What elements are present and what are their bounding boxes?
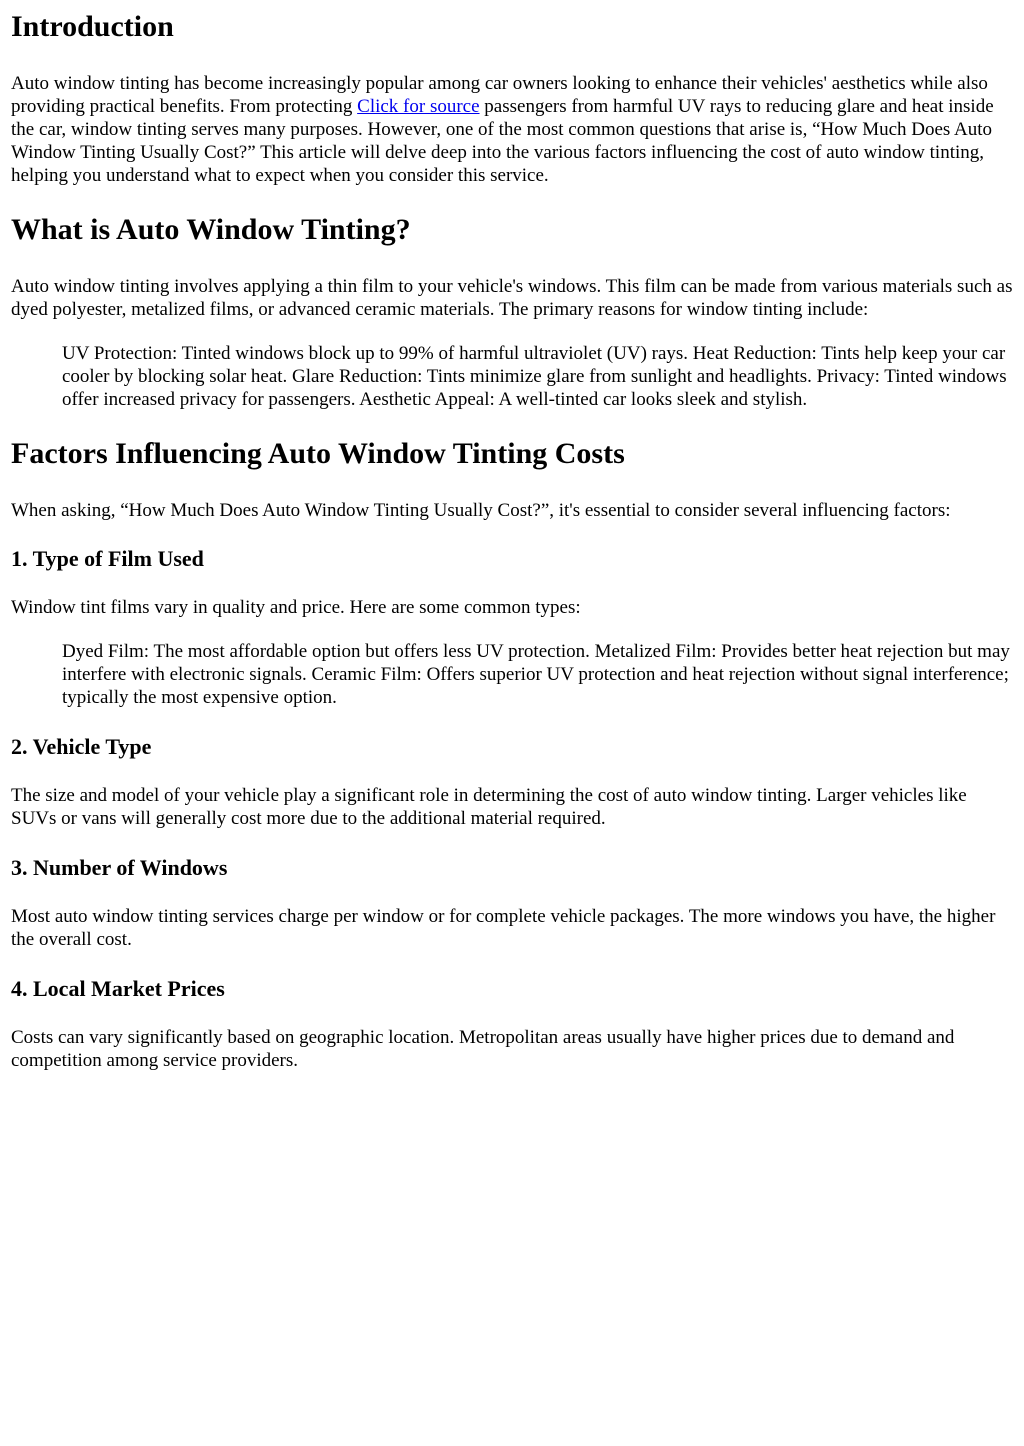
heading-what-is-tinting: What is Auto Window Tinting? [11,213,411,246]
article [11,0,1015,1072]
heading-local-market-prices: 4. Local Market Prices [11,976,225,1001]
intro-text-before-link: Auto window tinting has become increasingly popular among car owners looking to enhance their vehicles' aesthetics while also providing practical benefits. From protecting [11,73,988,117]
film-paragraph: Window tint films vary in quality and price. Here are some common types: [11,597,581,618]
intro-paragraph [11,72,1015,187]
heading-type-of-film: 1. Type of Film Used [11,546,204,571]
market-paragraph: Costs can vary significantly based on geographic location. Metropolitan areas usually have higher prices due to demand and competition among service providers. [11,1027,955,1071]
heading-introduction: Introduction [11,10,174,43]
benefits-blockquote: UV Protection: Tinted windows block up to 99% of harmful ultraviolet (UV) rays. Heat Reduction: Tints help keep your car cooler by blocking solar heat. Glare Reduction: Tints minimize glare from sunlight and headlights. Privacy: Tinted windows offer increased privacy for passengers. Aesthetic Appeal: A well-tinted car looks sleek and stylish. [62,343,1007,410]
windows-paragraph: Most auto window tinting services charge per window or for complete vehicle packages. The more windows you have, the higher the overall cost. [11,906,996,950]
heading-vehicle-type: 2. Vehicle Type [11,734,152,759]
heading-factors: Factors Influencing Auto Window Tinting Costs [11,437,625,470]
vehicle-paragraph: The size and model of your vehicle play a significant role in determining the cost of auto window tinting. Larger vehicles like SUVs or vans will generally cost more due to the additional material required. [11,785,967,829]
what-paragraph: Auto window tinting involves applying a thin film to your vehicle's windows. This film can be made from various materials such as dyed polyester, metalized films, or advanced ceramic materials. The primary reasons for window tinting include: [11,276,1013,320]
source-link[interactable]: Click for source [357,96,480,117]
intro-text-after-link: passengers from harmful UV rays to reducing glare and heat inside the car, window tinting serves many purposes. However, one of the most common questions that arise is, “How Much Does Auto Window Tinting Usually Cost?” This article will delve deep into the various factors influencing the cost of auto window tinting, helping you understand what to expect when you consider this service. [11,96,994,186]
film-types-blockquote: Dyed Film: The most affordable option but offers less UV protection. Metalized Film: Provides better heat rejection but may interfere with electronic signals. Ceramic Film: Offers superior UV protection and heat rejection without signal interference; typically the most expensive option. [62,641,1010,708]
factors-paragraph: When asking, “How Much Does Auto Window Tinting Usually Cost?”, it's essential to consider several influencing factors: [11,500,951,521]
heading-number-of-windows: 3. Number of Windows [11,855,228,880]
